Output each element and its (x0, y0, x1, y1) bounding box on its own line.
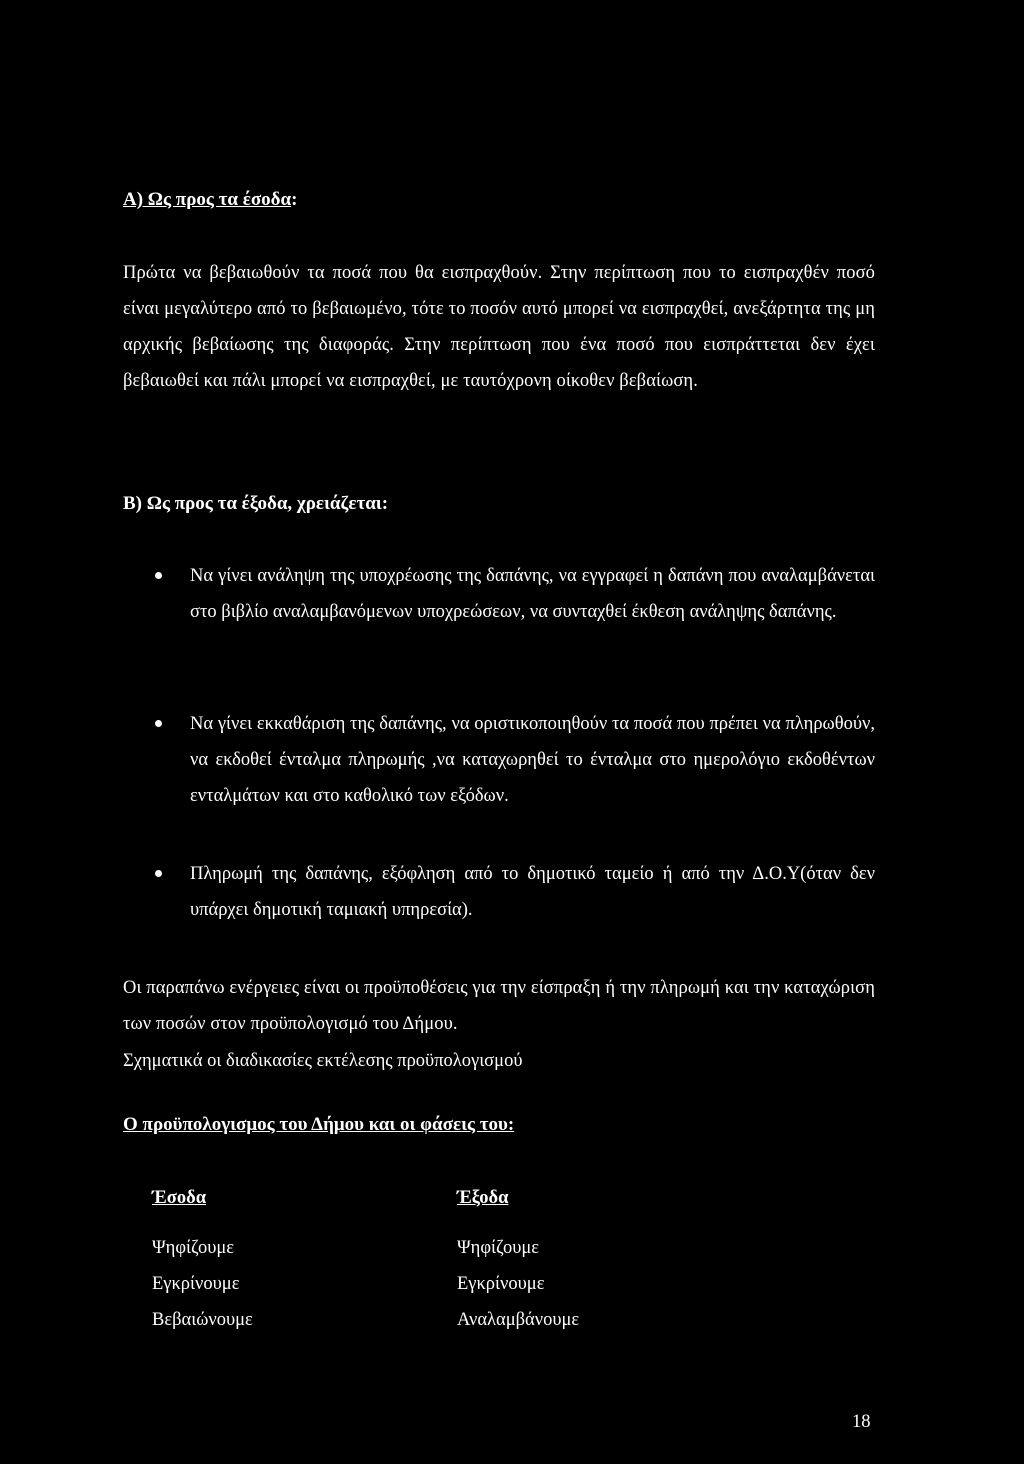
bullet-icon (155, 720, 162, 727)
expenses-item: Αναλαμβάνουμε (457, 1310, 580, 1330)
list-item (155, 706, 875, 814)
budget-phases-heading: Ο προϋπολογισμος του Δήμου και οι φάσεις του: (123, 1114, 515, 1135)
bullet-icon (155, 572, 162, 579)
section-a-paragraph: Πρώτα να βεβαιωθούν τα ποσά που θα εισπραχθούν. Στην περίπτωση που το εισπραχθέν ποσό είναι μεγαλύτερο από το βεβαιωμένο, τότε το ποσόν αυτό μπορεί να εισπραχθεί, ανεξάρτητα της μη αρχικής βεβαίωσης της διαφοράς. Στην περίπτωση που ένα ποσό που εισπράττεται δεν έχει βεβαιωθεί και πάλι μπορεί να εισπραχθεί, με ταυτόχρονη οίκοθεν βεβαίωση. (123, 263, 875, 391)
bullet-list-2 (155, 706, 875, 814)
section-a-heading-colon: : (291, 189, 298, 210)
list-item (155, 558, 875, 630)
expenses-column (457, 1186, 579, 1344)
income-column-title: Έσοδα (152, 1188, 207, 1208)
income-item: Βεβαιώνουμε (152, 1310, 253, 1330)
bullet-icon (155, 870, 162, 877)
section-b-heading: Β) Ως προς τα έξοδα, χρειάζεται: (123, 493, 389, 514)
expenses-column-title: Έξοδα (457, 1188, 509, 1208)
bullet-text: Να γίνει εκκαθάριση της δαπάνης, να οριστικοποιηθούν τα ποσά που πρέπει να πληρωθούν, να εκδοθεί ένταλμα πληρωμής ,να καταχωρηθεί το ένταλμα στο ημερολόγιο εκδοθέντων ενταλμάτων και στο καθολικό των εξόδων. (190, 714, 875, 806)
bullet-list-1 (155, 558, 875, 630)
income-item: Ψηφίζουμε (152, 1238, 235, 1258)
summary-paragraph: Οι παραπάνω ενέργειες είναι οι προϋποθέσεις για την είσπραξη ή την πληρωμή και την καταχώριση των ποσών στον προϋπολογισμό του Δήμου. (123, 978, 875, 1034)
schematic-line: Σχηματικά οι διαδικασίες εκτέλεσης προϋπολογισμού (123, 1051, 523, 1071)
income-column (152, 1186, 253, 1344)
bullet-text: Να γίνει ανάληψη της υποχρέωσης της δαπάνης, να εγγραφεί η δαπάνη που αναλαμβάνεται στο βιβλίο αναλαμβανόμενων υποχρεώσεων, να συνταχθεί έκθεση ανάληψης δαπάνης. (190, 566, 875, 622)
expenses-item: Εγκρίνουμε (457, 1274, 545, 1294)
list-item (155, 856, 875, 928)
bullet-list-3 (155, 856, 875, 928)
bullet-text: Πληρωμή της δαπάνης, εξόφληση από το δημοτικό ταμείο ή από την Δ.Ο.Υ(όταν δεν υπάρχει δημοτική ταμιακή υπηρεσία). (190, 864, 875, 920)
page-number: 18 (852, 1412, 871, 1432)
income-item: Εγκρίνουμε (152, 1274, 240, 1294)
section-a-heading-text: Α) Ως προς τα έσοδα (123, 189, 292, 210)
expenses-item: Ψηφίζουμε (457, 1238, 540, 1258)
section-a-heading (123, 188, 297, 212)
